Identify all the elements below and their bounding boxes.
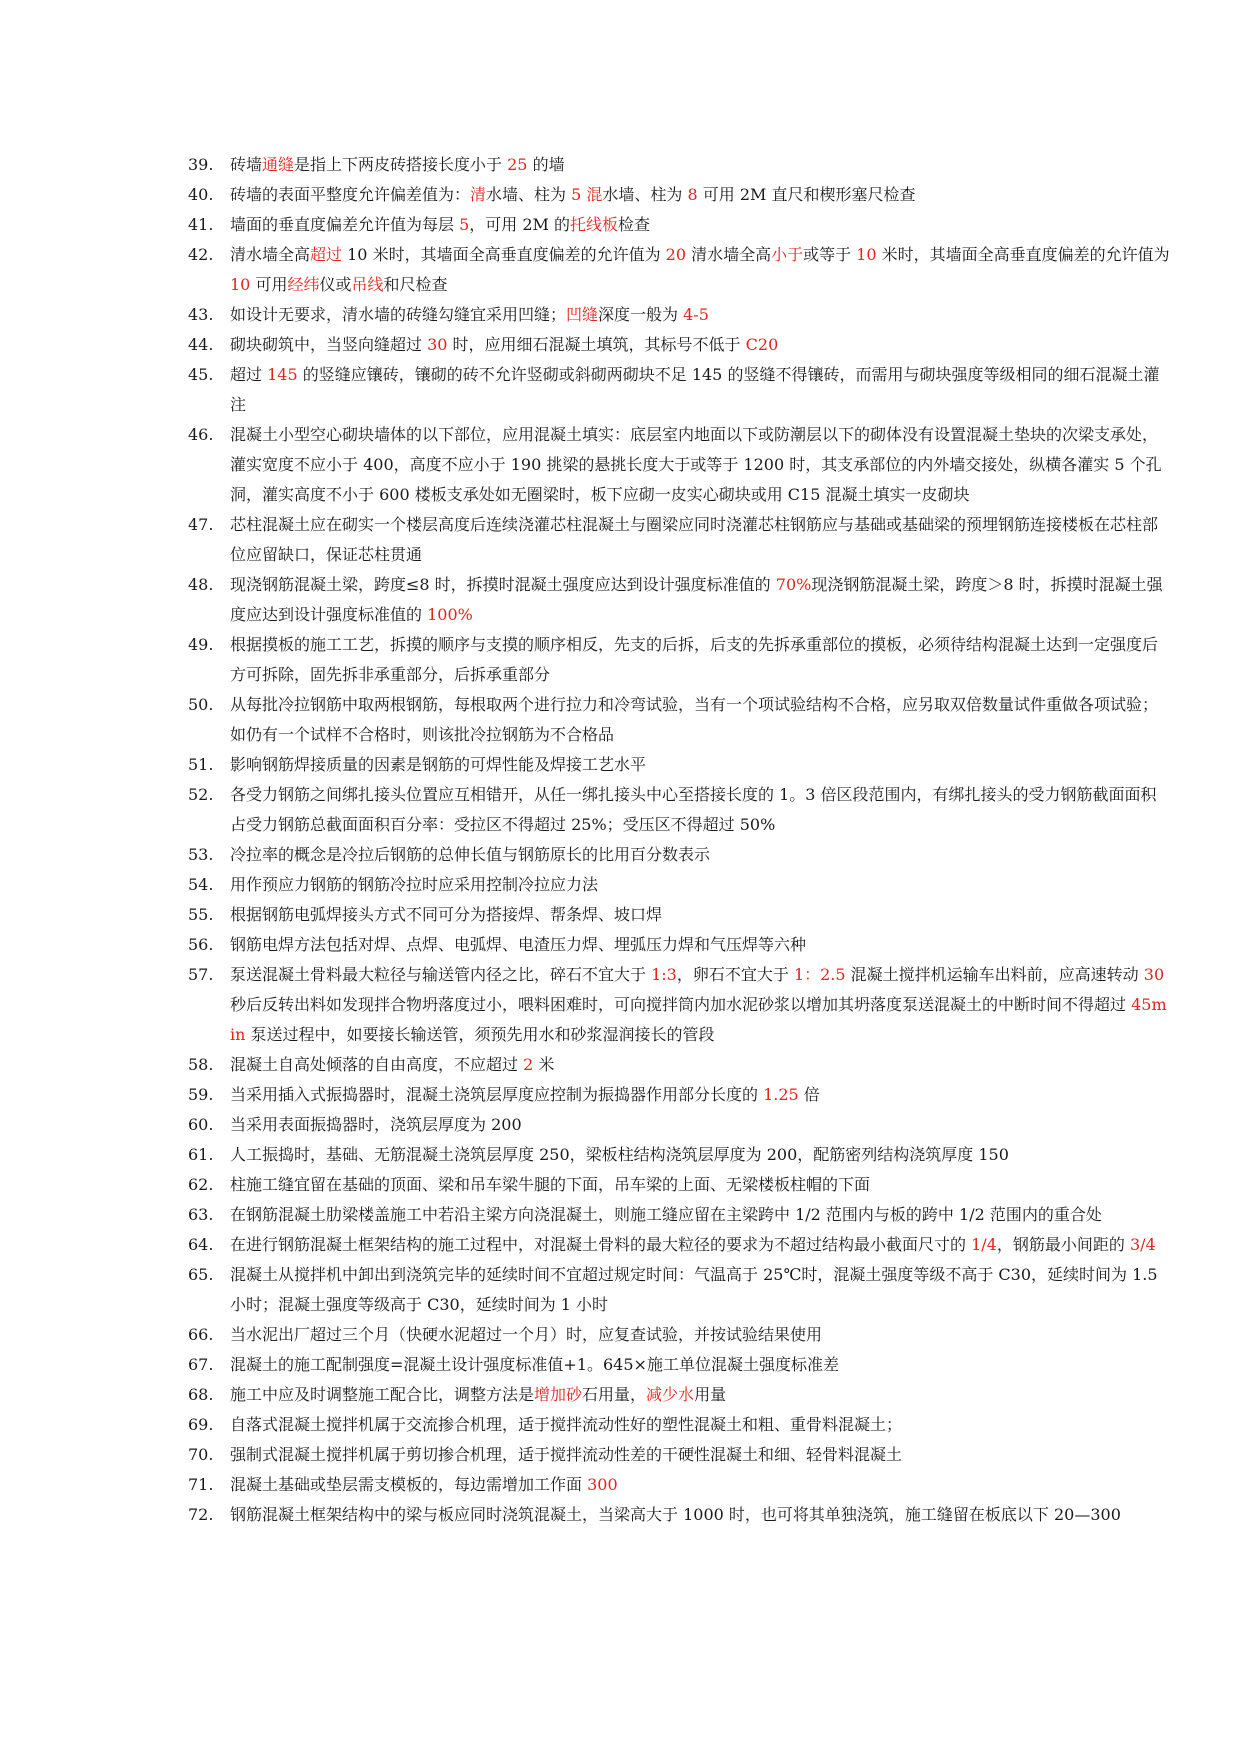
- list-item: [188, 570, 1170, 630]
- item-number: 52.: [188, 785, 214, 804]
- item-number: 49.: [188, 635, 214, 654]
- text-segment: 施工中应及时调整施工配合比，调整方法是: [230, 1385, 535, 1404]
- item-number: 70.: [188, 1445, 214, 1464]
- list-item: [188, 1440, 1170, 1470]
- item-text: [230, 1140, 1170, 1170]
- highlighted-text: 清: [470, 185, 487, 204]
- item-number: 62.: [188, 1175, 214, 1194]
- list-item: [188, 360, 1170, 420]
- text-segment: 砖墙: [230, 155, 263, 174]
- text-segment: 芯柱混凝土应在砌实一个楼层高度后连续浇灌芯柱混凝土与圈梁应同时浇灌芯柱钢筋应与基础或基础梁的预埋钢筋连接楼板在芯柱部位应留缺口，保证芯柱贯通: [230, 515, 1159, 564]
- text-segment: 米: [533, 1055, 555, 1074]
- numbered-list: [188, 150, 1170, 1530]
- item-text: [230, 420, 1170, 510]
- item-number: 46.: [188, 425, 214, 444]
- list-item: [188, 630, 1170, 690]
- text-segment: 强制式混凝土搅拌机属于剪切掺合机理，适于搅拌流动性差的干硬性混凝土和细、轻骨料混凝土: [230, 1445, 903, 1464]
- item-text: [230, 300, 1170, 330]
- item-text: [230, 1440, 1170, 1470]
- item-number: 39.: [188, 155, 214, 174]
- item-text: [230, 840, 1170, 870]
- item-text: [230, 780, 1170, 840]
- text-segment: 根据钢筋电弧焊接头方式不同可分为搭接焊、帮条焊、坡口焊: [230, 905, 663, 924]
- item-text: [230, 1260, 1170, 1320]
- highlighted-text: 10: [856, 245, 877, 264]
- highlighted-text: 45min: [230, 995, 1167, 1044]
- item-number: 67.: [188, 1355, 214, 1374]
- item-number: 69.: [188, 1415, 214, 1434]
- text-segment: 砌块砌筑中，当竖向缝超过: [230, 335, 428, 354]
- highlighted-text: 70%: [775, 575, 812, 594]
- text-segment: 的墙: [527, 155, 565, 174]
- text-segment: 水墙、柱为: [486, 185, 572, 204]
- item-number: 58.: [188, 1055, 214, 1074]
- text-segment: 时，应用细石混凝土填筑，其标号不低于: [447, 335, 746, 354]
- item-number: 68.: [188, 1385, 214, 1404]
- text-segment: 用量: [694, 1385, 727, 1404]
- item-number: 41.: [188, 215, 214, 234]
- list-item: [188, 150, 1170, 180]
- item-text: [230, 360, 1170, 420]
- item-text: [230, 240, 1170, 300]
- text-segment: 钢筋电焊方法包括对焊、点焊、电弧焊、电渣压力焊、埋弧压力焊和气压焊等六种: [230, 935, 807, 954]
- highlighted-text: 1/4: [971, 1235, 997, 1254]
- text-segment: 仪或: [319, 275, 352, 294]
- highlighted-text: 4-5: [683, 305, 709, 324]
- item-number: 65.: [188, 1265, 214, 1284]
- text-segment: ，可用 2M 的: [469, 215, 571, 234]
- item-text: [230, 510, 1170, 570]
- item-number: 55.: [188, 905, 214, 924]
- text-segment: 各受力钢筋之间绑扎接头位置应互相错开，从任一绑扎接头中心至搭接长度的 1。3 倍区段范围内，有绑扎接头的受力钢筋截面面积占受力钢筋总截面面积百分率：受拉区不得超过 25%；受压区不得超过 50%: [230, 785, 1157, 834]
- highlighted-text: 5: [571, 185, 582, 204]
- item-number: 50.: [188, 695, 214, 714]
- highlighted-text: 经纬: [287, 275, 320, 294]
- text-segment: 或等于: [803, 245, 857, 264]
- list-item: [188, 1230, 1170, 1260]
- text-segment: 冷拉率的概念是冷拉后钢筋的总伸长值与钢筋原长的比用百分数表示: [230, 845, 711, 864]
- list-item: [188, 1140, 1170, 1170]
- text-segment: 清水墙全高: [230, 245, 311, 264]
- text-segment: 水墙、柱为: [602, 185, 688, 204]
- list-item: [188, 300, 1170, 330]
- list-item: [188, 330, 1170, 360]
- item-text: [230, 1170, 1170, 1200]
- text-segment: 和尺检查: [383, 275, 448, 294]
- highlighted-text: 增加砂: [534, 1385, 583, 1404]
- item-text: [230, 180, 1170, 210]
- highlighted-text: 吊线: [351, 275, 384, 294]
- text-segment: 的竖缝应镶砖，镶砌的砖不允许竖砌或斜砌两砌块不足 145 的竖缝不得镶砖，而需用与砌块强度等级相同的细石混凝土灌注: [230, 365, 1160, 414]
- text-segment: 当水泥出厂超过三个月（快硬水泥超过一个月）时，应复查试验，并按试验结果使用: [230, 1325, 823, 1344]
- text-segment: 自落式混凝土搅拌机属于交流掺合机理，适于搅拌流动性好的塑性混凝土和粗、重骨料混凝土；: [230, 1415, 903, 1434]
- list-item: [188, 840, 1170, 870]
- text-segment: 钢筋混凝土框架结构中的梁与板应同时浇筑混凝土，当梁高大于 1000 时，也可将其单独浇筑，施工缝留在板底以下 20—300: [230, 1505, 1121, 1524]
- highlighted-text: 145: [267, 365, 298, 384]
- item-text: [230, 870, 1170, 900]
- text-segment: 米时，其墙面全高垂直度偏差的允许值为: [876, 245, 1170, 264]
- text-segment: 可用: [250, 275, 288, 294]
- text-segment: 根据摸板的施工工艺，拆摸的顺序与支摸的顺序相反，先支的后拆，后支的先拆承重部位的摸板，必须待结构混凝土达到一定强度后方可拆除，固先拆非承重部分，后拆承重部分: [230, 635, 1159, 684]
- list-item: [188, 240, 1170, 300]
- highlighted-text: C20: [745, 335, 779, 354]
- item-text: [230, 1410, 1170, 1440]
- item-text: [230, 1380, 1170, 1410]
- list-item: [188, 960, 1170, 1050]
- highlighted-text: 100%: [427, 605, 473, 624]
- highlighted-text: 凹缝: [566, 305, 599, 324]
- text-segment: 在钢筋混凝土肋梁楼盖施工中若沿主梁方向浇混凝土，则施工缝应留在主梁跨中 1/2 范围内与板的跨中 1/2 范围内的重合处: [230, 1205, 1102, 1224]
- list-item: [188, 870, 1170, 900]
- text-segment: 混凝土搅拌机运输车出料前，应高速转动: [845, 965, 1144, 984]
- item-text: [230, 960, 1170, 1050]
- item-text: [230, 150, 1170, 180]
- text-segment: 墙面的垂直度偏差允许值为每层: [230, 215, 460, 234]
- item-text: [230, 750, 1170, 780]
- text-segment: ，钢筋最小间距的: [996, 1235, 1130, 1254]
- text-segment: 混凝土从搅拌机中卸出到浇筑完毕的延续时间不宜超过规定时间：气温高于 25℃时，混凝土强度等级不高于 C30，延续时间为 1.5 小时；混凝土强度等级高于 C30，延续时间为 1 小时: [230, 1265, 1158, 1314]
- text-segment: 柱施工缝宜留在基础的顶面、梁和吊车梁牛腿的下面，吊车梁的上面、无梁楼板柱帽的下面: [230, 1175, 871, 1194]
- highlighted-text: 减少水: [646, 1385, 695, 1404]
- text-segment: 当采用插入式振捣器时，混凝土浇筑层厚度应控制为振捣器作用部分长度的: [230, 1085, 764, 1104]
- list-item: [188, 900, 1170, 930]
- text-segment: 用作预应力钢筋的钢筋冷拉时应采用控制冷拉应力法: [230, 875, 599, 894]
- highlighted-text: 300: [587, 1475, 618, 1494]
- list-item: [188, 210, 1170, 240]
- item-number: 51.: [188, 755, 214, 774]
- highlighted-text: 3/4: [1129, 1235, 1156, 1254]
- text-segment: 混凝土基础或垫层需支模板的，每边需增加工作面: [230, 1475, 588, 1494]
- highlighted-text: 1:3: [651, 965, 677, 984]
- item-number: 44.: [188, 335, 214, 354]
- list-item: [188, 1200, 1170, 1230]
- list-item: [188, 1350, 1170, 1380]
- text-segment: 深度一般为: [598, 305, 684, 324]
- highlighted-text: 超过: [310, 245, 343, 264]
- item-text: [230, 1350, 1170, 1380]
- item-text: [230, 1050, 1170, 1080]
- highlighted-text: 10: [230, 275, 251, 294]
- list-item: [188, 510, 1170, 570]
- item-number: 42.: [188, 245, 214, 264]
- text-segment: 影响钢筋焊接质量的因素是钢筋的可焊性能及焊接工艺水平: [230, 755, 647, 774]
- item-number: 47.: [188, 515, 214, 534]
- highlighted-text: 30: [1143, 965, 1165, 984]
- list-item: [188, 1410, 1170, 1440]
- item-text: [230, 930, 1170, 960]
- list-item: [188, 750, 1170, 780]
- item-number: 43.: [188, 305, 214, 324]
- text-segment: 石用量，: [582, 1385, 647, 1404]
- list-item: [188, 1080, 1170, 1110]
- list-item: [188, 1470, 1170, 1500]
- item-number: 60.: [188, 1115, 214, 1134]
- text-segment: 混凝土自高处倾落的自由高度，不应超过: [230, 1055, 524, 1074]
- text-segment: 混凝土的施工配制强度=混凝土设计强度标准值+1。645×施工单位混凝土强度标准差: [230, 1355, 839, 1374]
- text-segment: 超过: [230, 365, 268, 384]
- item-text: [230, 1200, 1170, 1230]
- item-number: 48.: [188, 575, 214, 594]
- list-item: [188, 930, 1170, 960]
- highlighted-text: 托线板: [570, 215, 619, 234]
- highlighted-text: 混: [586, 185, 603, 204]
- list-item: [188, 180, 1170, 210]
- text-segment: 是指上下两皮砖搭接长度小于: [294, 155, 508, 174]
- list-item: [188, 780, 1170, 840]
- highlighted-text: 小于: [771, 245, 804, 264]
- item-number: 45.: [188, 365, 214, 384]
- item-number: 66.: [188, 1325, 214, 1344]
- item-number: 40.: [188, 185, 214, 204]
- text-segment: 秒后反转出料如发现拌合物坍落度过小，喂料困难时，可向搅拌筒内加水泥砂浆以增加其坍落度泵送混凝土的中断时间不得超过: [230, 995, 1132, 1014]
- text-segment: 混凝土小型空心砌块墙体的以下部位，应用混凝土填实：底层室内地面以下或防潮层以下的砌体没有设置混凝土垫块的次梁支承处，灌实宽度不应小于 400，高度不应小于 190 挑梁的悬挑长度大于或等于 1200 时，其支承部位的内外墙交接处，纵横各灌实 5 个孔洞，灌实高度不小于 600 楼板支承处如无圈梁时，板下应砌一皮实心砌块或用 C15 混凝土填实一皮砌块: [230, 425, 1162, 504]
- highlighted-text: 5: [459, 215, 470, 234]
- list-item: [188, 1260, 1170, 1320]
- item-number: 54.: [188, 875, 214, 894]
- list-item: [188, 1500, 1170, 1530]
- highlighted-text: 通缝: [262, 155, 295, 174]
- text-segment: 泵送混凝土骨料最大粒径与输送管内径之比，碎石不宜大于: [230, 965, 652, 984]
- item-text: [230, 1230, 1170, 1260]
- highlighted-text: 30: [427, 335, 448, 354]
- list-item: [188, 690, 1170, 750]
- item-text: [230, 330, 1170, 360]
- text-segment: 可用 2M 直尺和楔形塞尺检查: [697, 185, 916, 204]
- list-item: [188, 1170, 1170, 1200]
- text-segment: 检查: [618, 215, 651, 234]
- item-number: 57.: [188, 965, 214, 984]
- item-number: 61.: [188, 1145, 214, 1164]
- text-segment: 砖墙的表面平整度允许偏差值为：: [230, 185, 471, 204]
- highlighted-text: 8: [687, 185, 698, 204]
- text-segment: 泵送过程中，如要接长输送管，须预先用水和砂浆湿润接长的管段: [245, 1025, 715, 1044]
- text-segment: 如设计无要求，清水墙的砖缝勾缝宜采用凹缝；: [230, 305, 567, 324]
- text-segment: 现浇钢筋混凝土梁，跨度＞8 时，拆摸时混凝土强度应达到设计强度标准值的: [230, 575, 1163, 624]
- item-number: 71.: [188, 1475, 214, 1494]
- text-segment: 人工振捣时，基础、无筋混凝土浇筑层厚度 250，梁板柱结构浇筑层厚度为 200，配筋密列结构浇筑厚度 150: [230, 1145, 1009, 1164]
- text-segment: 倍: [798, 1085, 820, 1104]
- list-item: [188, 1110, 1170, 1140]
- item-text: [230, 1080, 1170, 1110]
- list-item: [188, 1320, 1170, 1350]
- item-number: 72.: [188, 1505, 214, 1524]
- text-segment: 清水墙全高: [686, 245, 772, 264]
- item-text: [230, 900, 1170, 930]
- text-segment: 10 米时，其墙面全高垂直度偏差的允许值为: [342, 245, 666, 264]
- text-segment: ，卵石不宜大于: [676, 965, 794, 984]
- item-text: [230, 690, 1170, 750]
- highlighted-text: 1.25: [763, 1085, 799, 1104]
- item-number: 63.: [188, 1205, 214, 1224]
- list-item: [188, 420, 1170, 510]
- item-number: 56.: [188, 935, 214, 954]
- item-number: 59.: [188, 1085, 214, 1104]
- list-item: [188, 1050, 1170, 1080]
- highlighted-text: 1：2.5: [793, 965, 846, 984]
- text-segment: 当采用表面振捣器时，浇筑层厚度为 200: [230, 1115, 522, 1134]
- item-text: [230, 210, 1170, 240]
- item-text: [230, 1110, 1170, 1140]
- item-text: [230, 1470, 1170, 1500]
- item-number: 64.: [188, 1235, 214, 1254]
- item-number: 53.: [188, 845, 214, 864]
- highlighted-text: 20: [665, 245, 687, 264]
- text-segment: 在进行钢筋混凝土框架结构的施工过程中，对混凝土骨料的最大粒径的要求为不超过结构最小截面尺寸的: [230, 1235, 972, 1254]
- highlighted-text: 25: [507, 155, 528, 174]
- item-text: [230, 570, 1170, 630]
- item-text: [230, 1500, 1170, 1530]
- highlighted-text: 2: [523, 1055, 534, 1074]
- list-item: [188, 1380, 1170, 1410]
- text-segment: 从每批冷拉钢筋中取两根钢筋，每根取两个进行拉力和冷弯试验，当有一个项试验结构不合格，应另取双倍数量试件重做各项试验；如仍有一个试样不合格时，则该批冷拉钢筋为不合格品: [230, 695, 1159, 744]
- item-text: [230, 630, 1170, 690]
- text-segment: 现浇钢筋混凝土梁，跨度≤8 时，拆摸时混凝土强度应达到设计强度标准值的: [230, 575, 776, 594]
- item-text: [230, 1320, 1170, 1350]
